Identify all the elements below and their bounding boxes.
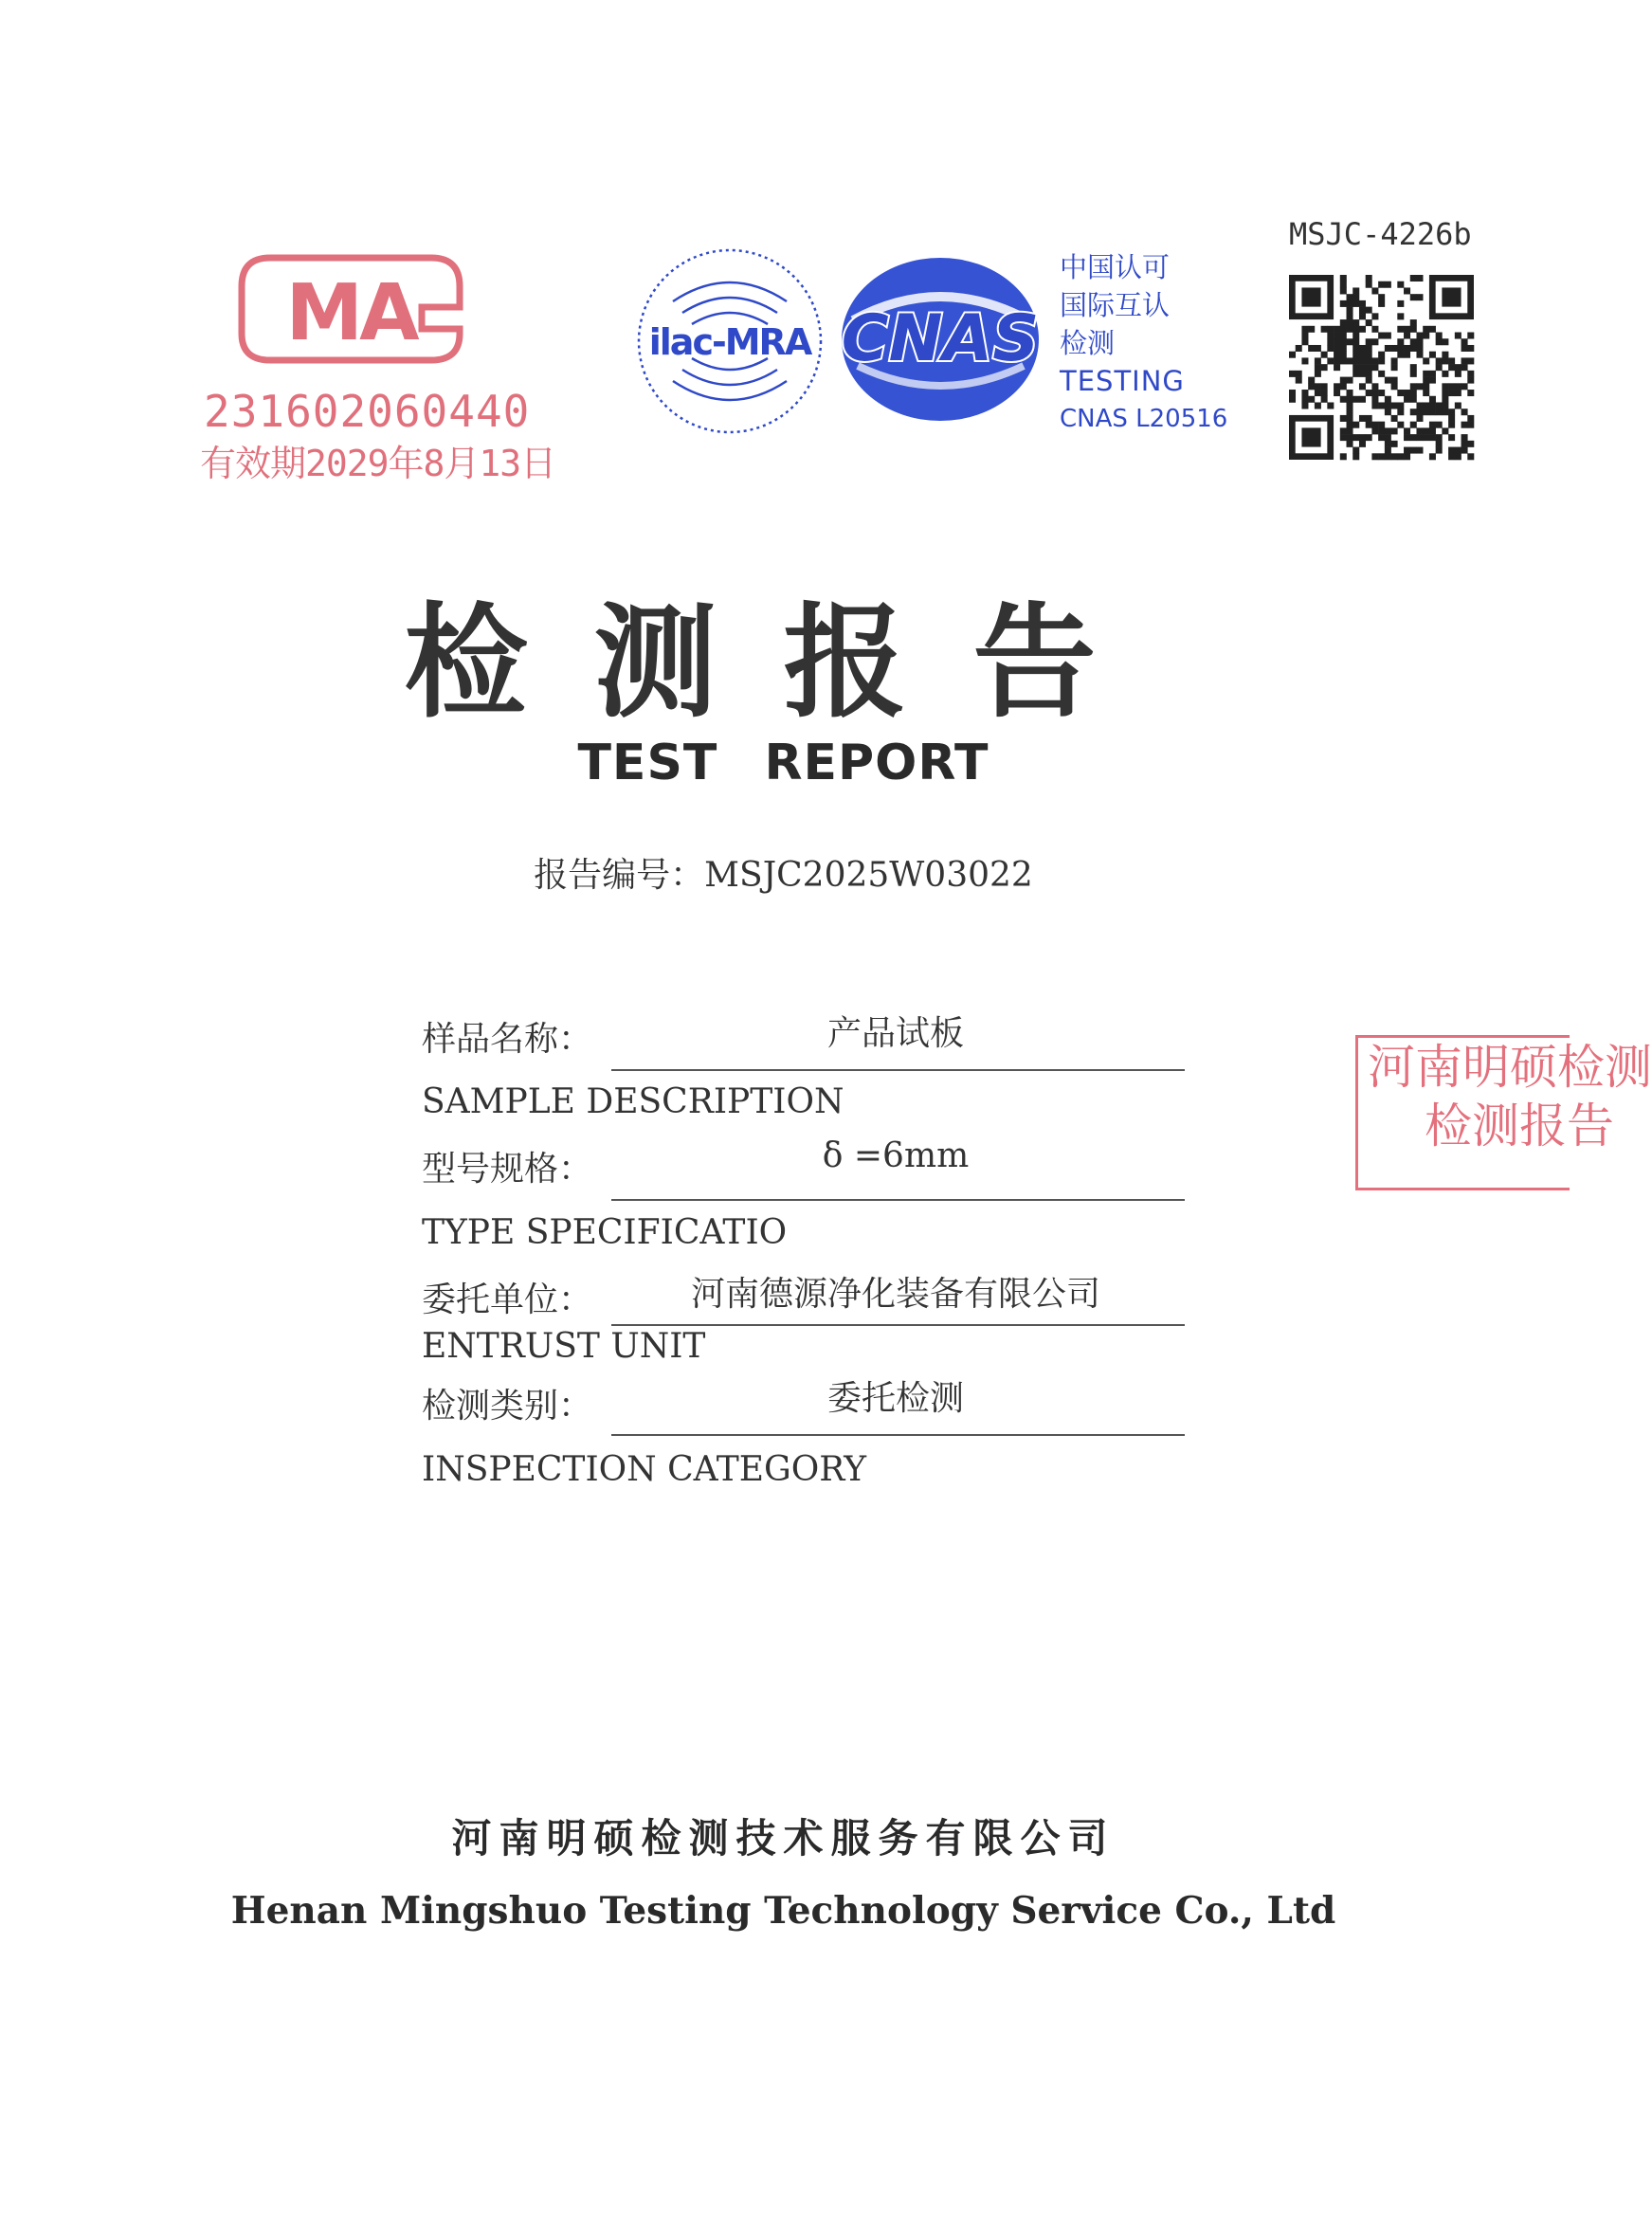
seal-line-1: 河南明硕检测	[1368, 1040, 1652, 1095]
ilac-mra-logo	[630, 245, 829, 439]
cma-stamp	[194, 248, 556, 485]
model-spec-underline	[611, 1199, 1185, 1201]
model-spec-label: 型号规格：	[422, 1150, 593, 1189]
sample-name-label: 样品名称：	[422, 1020, 593, 1059]
qr-code-icon	[1289, 275, 1474, 460]
company-name-en: Henan Mingshuo Testing Technology Service Co., Ltd	[230, 1889, 1336, 1933]
entrust-unit-underline	[611, 1324, 1185, 1326]
cnas-line-mutual-recognition: 国际互认	[1060, 289, 1171, 321]
entrust-unit-value: 河南德源净化装备有限公司	[690, 1275, 1100, 1314]
type-specification-label: TYPE SPECIFICATIO	[422, 1213, 788, 1252]
cnas-globe-icon	[834, 254, 1057, 425]
entrust-unit-label-en: ENTRUST UNIT	[422, 1327, 706, 1366]
cma-logo-icon	[232, 248, 469, 367]
report-number: 报告编号：MSJC2025W03022	[534, 856, 1033, 895]
ilac-mra-icon	[630, 245, 829, 439]
sample-name-value: 产品试板	[826, 1014, 964, 1053]
company-seal-stamp	[1355, 1035, 1652, 1190]
sample-name-underline	[611, 1069, 1185, 1071]
sample-description-label: SAMPLE DESCRIPTION	[422, 1082, 844, 1121]
cma-validity: 有效期2029年8月13日	[200, 443, 556, 484]
cnas-logo	[834, 254, 1057, 425]
cnas-text-block	[1060, 248, 1227, 438]
report-title-zh: 检测报告	[404, 590, 1163, 735]
cnas-line-code: CNAS L20516	[1060, 405, 1228, 433]
inspection-category-value: 委托检测	[826, 1379, 964, 1418]
inspection-category-label-zh: 检测类别：	[422, 1387, 593, 1426]
ilac-mra-label: ilac-MRA	[648, 321, 811, 363]
inspection-category-label-en: INSPECTION CATEGORY	[422, 1450, 867, 1489]
cnas-line-china-accredited: 中国认可	[1060, 251, 1171, 283]
inspection-category-underline	[611, 1434, 1185, 1436]
seal-line-2: 检测报告	[1425, 1099, 1614, 1153]
cnas-logo-label: CNAS	[841, 301, 1040, 376]
document-code: MSJC-4226b	[1289, 216, 1472, 252]
entrust-unit-label-zh: 委托单位：	[422, 1281, 593, 1319]
company-name-zh: 河南明硕检测技术服务有限公司	[451, 1815, 1116, 1862]
report-title-en: TEST REPORT	[577, 735, 989, 791]
cma-number: 231602060440	[204, 386, 531, 437]
svg-text:MA: MA	[285, 268, 416, 358]
cnas-line-testing-zh: 检测	[1060, 327, 1116, 359]
cnas-line-testing-en: TESTING	[1060, 365, 1185, 397]
model-spec-value: δ =6mm	[822, 1136, 970, 1175]
